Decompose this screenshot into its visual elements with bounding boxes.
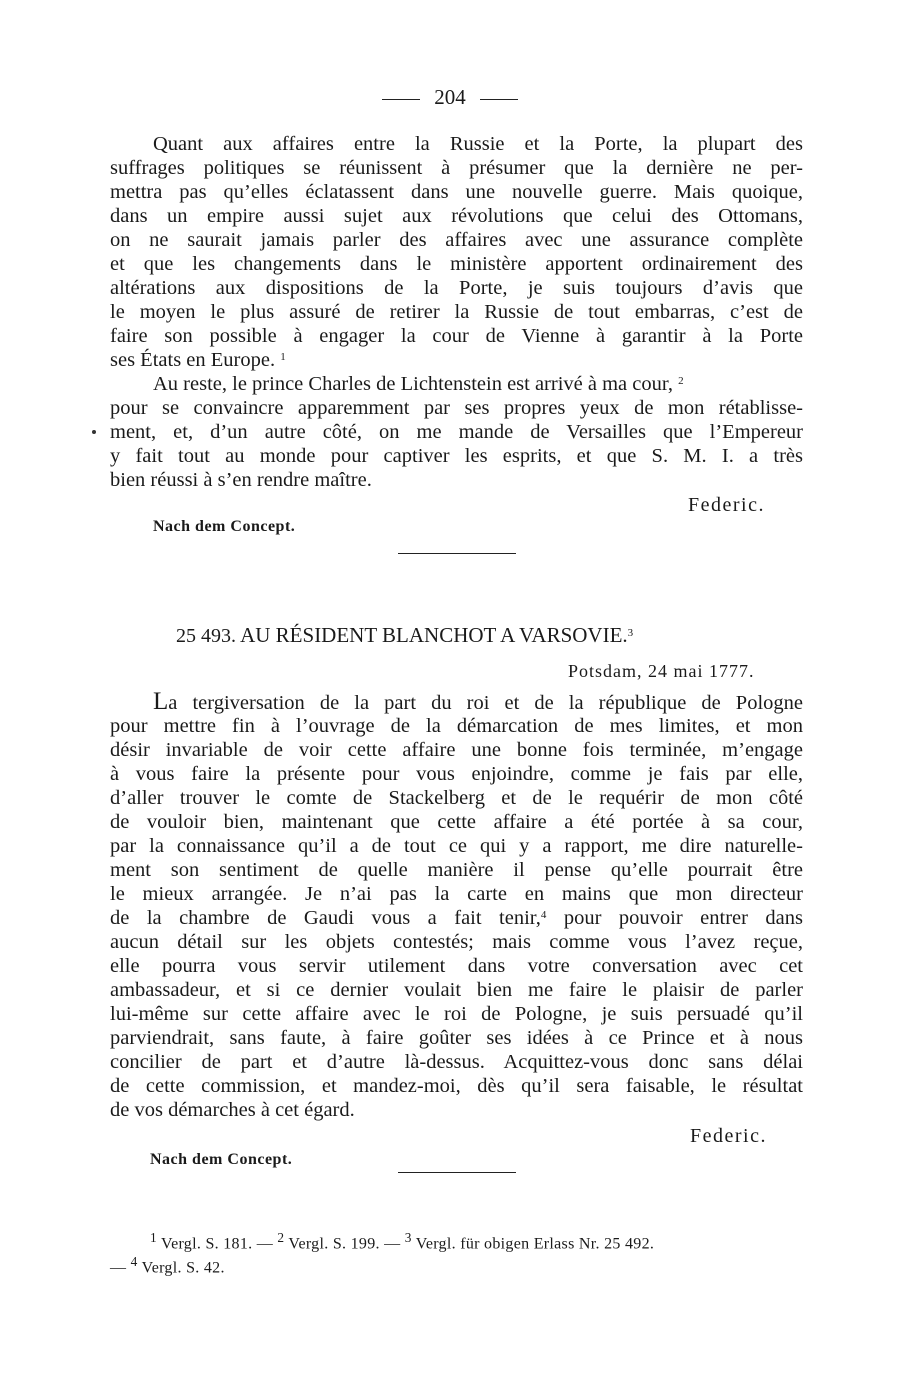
text-line: d’aller trouver le comte de Stackelberg et de le requérir de mon côté (110, 787, 803, 809)
text-line: lui-même sur cette affaire avec le roi de Pologne, je suis persuadé qu’il (110, 1003, 803, 1025)
text-line: ment son sentiment de quelle manière il pense qu’elle pourrait être (110, 859, 803, 881)
text-line: de cette commission, et mandez-moi, dès qu’il sera faisable, le résultat (110, 1075, 803, 1097)
section-divider (398, 553, 516, 554)
footnote-number: 2 (277, 1230, 285, 1245)
footnote-number: 3 (404, 1230, 412, 1245)
text-segment: a tergiversation de la part du roi et de la république de Pologne (168, 692, 803, 714)
footnote-number: 4 (130, 1254, 138, 1269)
footnote-text: Vergl. S. 42. (141, 1259, 225, 1277)
text-line: de vos démarches à cet égard. (110, 1099, 355, 1121)
text-line: et que les changements dans le ministère apportent ordinairement des (110, 253, 803, 275)
page-header (0, 84, 900, 110)
page-number: 204 (434, 85, 466, 109)
text-line: faire son possible à engager la cour de Vienne à garantir à la Porte (110, 325, 803, 347)
margin-mark (92, 430, 96, 434)
text-line: de vouloir bien, maintenant que cette affaire a été portée à sa cour, (110, 811, 803, 833)
text-line: le moyen le plus assuré de retirer la Russie de tout embarras, c’est de (110, 301, 803, 323)
initial-letter: L (153, 688, 169, 715)
text-line: altérations aux dispositions de la Porte, je suis toujours d’avis que (110, 277, 803, 299)
text-segment: de la chambre de Gaudi vous a fait tenir, (110, 907, 541, 929)
text-line: bien réussi à s’en rendre maître. (110, 469, 372, 491)
text-line: elle pourra vous servir utilement dans votre conversation avec cet (110, 955, 803, 977)
header-rule-left (382, 99, 420, 100)
text-line: parviendrait, sans faute, à faire goûter ses idées à ce Prince et à nous (110, 1027, 803, 1049)
footnote-text: Vergl. S. 199. — (288, 1235, 401, 1253)
text-line: aucun détail sur les objets contestés; mais comme vous l’avez reçue, (110, 931, 803, 953)
footnote-text: Vergl. für obigen Erlass Nr. 25 492. (415, 1235, 655, 1253)
text-line: par la connaissance qu’il a de tout ce qui y a rapport, me dire naturelle- (110, 835, 803, 857)
footnote-dash: — (110, 1259, 127, 1277)
letter-number: 25 493. (176, 625, 236, 647)
source-note: Nach dem Concept. (153, 518, 296, 535)
text-line: Quant aux affaires entre la Russie et la Porte, la plupart des (153, 133, 803, 155)
text-line: concilier de part et d’autre là-dessus. Acquittez-vous donc sans délai (110, 1051, 803, 1073)
text-line: pour mettre fin à l’ouvrage de la démarcation de mes limites, et mon (110, 715, 803, 737)
text-line: désir invariable de voir cette affaire une bonne fois terminée, m’engage (110, 739, 803, 761)
section-divider (398, 1172, 516, 1173)
footnote-ref: 4 (540, 909, 547, 921)
text-segment: ses États en Europe. (110, 349, 276, 371)
text-line: on ne saurait jamais parler des affaires avec une assurance complète (110, 229, 803, 251)
text-segment: Au reste, le prince Charles de Lichtenstein est arrivé à ma cour, (153, 373, 674, 395)
text-line: à vous faire la présente pour vous enjoindre, comme je fais par elle, (110, 763, 803, 785)
footnote-ref: 3 (627, 627, 634, 639)
footnote-text: Vergl. S. 181. — (160, 1235, 274, 1253)
text-line (110, 906, 803, 930)
footnote-number: 1 (150, 1230, 157, 1245)
signature: Federic. (688, 494, 765, 516)
text-line: suffrages politiques se réunissent à présumer que la dernière ne per- (110, 157, 803, 179)
text-line: le mieux arrangée. Je n’ai pas la carte en mains que mon directeur (110, 883, 803, 905)
letter-heading (176, 622, 776, 649)
letter-title: AU RÉSIDENT BLANCHOT A VARSOVIE. (240, 623, 628, 647)
source-note: Nach dem Concept. (150, 1151, 293, 1168)
text-line: y fait tout au monde pour captiver les esprits, et que S. M. I. a très (110, 445, 803, 467)
text-line: ment, et, d’un autre côté, on me mande de Versailles que l’Empereur (110, 421, 803, 443)
text-line (110, 348, 803, 372)
text-line: mettra pas qu’elles éclatassent dans une nouvelle guerre. Mais quoique, (110, 181, 803, 203)
text-line: dans un empire aussi sujet aux révolutions que celui des Ottomans, (110, 205, 803, 227)
signature: Federic. (690, 1125, 767, 1147)
dateline: Potsdam, 24 mai 1777. (568, 661, 755, 681)
header-rule-right (480, 99, 518, 100)
text-line (153, 690, 803, 714)
text-line: pour se convaincre apparemment par ses propres yeux de mon rétablisse- (110, 397, 803, 419)
footnote-line (150, 1228, 654, 1254)
text-line: ambassadeur, et si ce dernier voulait bien me faire le plaisir de parler (110, 979, 803, 1001)
text-line (153, 372, 803, 396)
text-segment: pour pouvoir entrer dans (563, 907, 803, 929)
footnote-line (110, 1252, 225, 1278)
footnote-ref: 2 (678, 375, 684, 387)
footnote-ref: 1 (280, 351, 286, 363)
